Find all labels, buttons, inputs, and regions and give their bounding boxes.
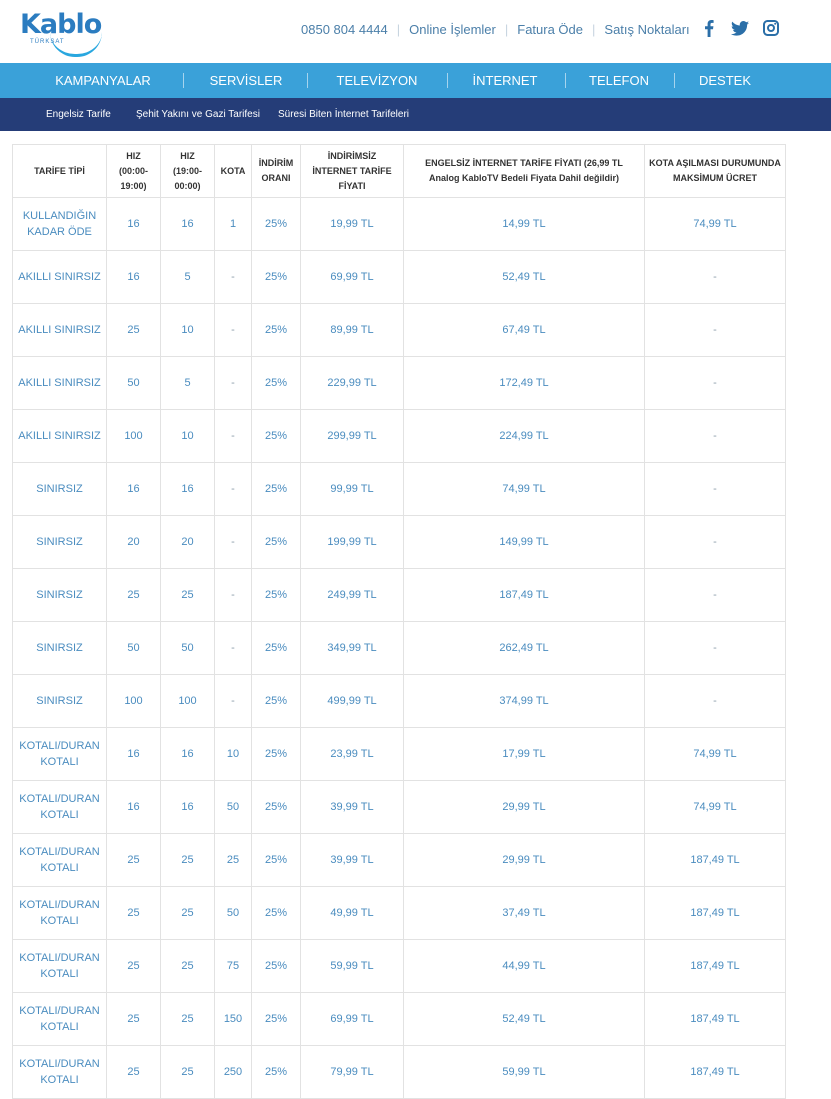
cell-tarife-tipi: KOTALI/DURAN KOTALI xyxy=(13,728,107,781)
cell-indirim: 25% xyxy=(252,887,301,940)
cell-hiz-gunduz: 100 xyxy=(107,675,161,728)
cell-indirim: 25% xyxy=(252,304,301,357)
cell-indirimsiz-fiyat: 89,99 TL xyxy=(301,304,404,357)
cell-kota-asim: 187,49 TL xyxy=(645,834,786,887)
cell-indirimsiz-fiyat: 39,99 TL xyxy=(301,781,404,834)
cell-kota-asim: - xyxy=(645,251,786,304)
header-kota: KOTA xyxy=(215,145,252,198)
cell-kota-asim: 74,99 TL xyxy=(645,728,786,781)
cell-tarife-tipi: KOTALI/DURAN KOTALI xyxy=(13,1046,107,1099)
cell-indirim: 25% xyxy=(252,516,301,569)
cell-hiz-gunduz: 25 xyxy=(107,940,161,993)
nav-televizyon[interactable]: TELEVİZYON xyxy=(336,73,418,88)
cell-indirim: 25% xyxy=(252,410,301,463)
logo-wordmark: Kablo xyxy=(20,9,102,40)
cell-kota: 150 xyxy=(215,993,252,1046)
cell-kota: - xyxy=(215,675,252,728)
subnav-engelsiz-tarife[interactable]: Engelsiz Tarife xyxy=(46,109,111,120)
cell-tarife-tipi: KOTALI/DURAN KOTALI xyxy=(13,993,107,1046)
main-nav xyxy=(0,63,831,98)
instagram-icon[interactable] xyxy=(762,19,780,37)
header-hiz-gece: HIZ (19:00-00:00) xyxy=(161,145,215,198)
cell-hiz-gece: 100 xyxy=(161,675,215,728)
cell-hiz-gece: 16 xyxy=(161,728,215,781)
facebook-icon[interactable] xyxy=(700,19,718,37)
cell-kota-asim: - xyxy=(645,410,786,463)
nav-kampanyalar[interactable]: KAMPANYALAR xyxy=(55,73,151,88)
cell-kota-asim: 187,49 TL xyxy=(645,1046,786,1099)
cell-tarife-tipi: KULLANDIĞIN KADAR ÖDE xyxy=(13,198,107,251)
header-kota-asim-ucret: KOTA AŞILMASI DURUMUNDA MAKSİMUM ÜCRET xyxy=(645,145,786,198)
cell-tarife-tipi: SINIRSIZ xyxy=(13,516,107,569)
logo-subtext: TÜRKSAT xyxy=(30,39,65,45)
cell-engelsiz-fiyat: 29,99 TL xyxy=(404,834,645,887)
cell-indirim: 25% xyxy=(252,834,301,887)
header-engelsiz-fiyat xyxy=(404,145,645,198)
cell-indirimsiz-fiyat: 249,99 TL xyxy=(301,569,404,622)
cell-kota: - xyxy=(215,622,252,675)
cell-hiz-gunduz: 16 xyxy=(107,198,161,251)
cell-hiz-gunduz: 50 xyxy=(107,622,161,675)
cell-engelsiz-fiyat: 37,49 TL xyxy=(404,887,645,940)
cell-indirim: 25% xyxy=(252,251,301,304)
cell-indirimsiz-fiyat: 199,99 TL xyxy=(301,516,404,569)
cell-indirim: 25% xyxy=(252,675,301,728)
cell-indirimsiz-fiyat: 69,99 TL xyxy=(301,993,404,1046)
cell-hiz-gunduz: 100 xyxy=(107,410,161,463)
cell-hiz-gunduz: 50 xyxy=(107,357,161,410)
table-row xyxy=(13,728,786,781)
table-row xyxy=(13,993,786,1046)
table-row xyxy=(13,410,786,463)
divider: | xyxy=(396,22,401,37)
cell-hiz-gunduz: 25 xyxy=(107,887,161,940)
header-engelsiz-line2: Analog KabloTV Bedeli Fiyata Dahil değildir) xyxy=(428,173,620,183)
cell-hiz-gunduz: 16 xyxy=(107,463,161,516)
cell-tarife-tipi: SINIRSIZ xyxy=(13,622,107,675)
cell-hiz-gece: 16 xyxy=(161,781,215,834)
cell-kota: 75 xyxy=(215,940,252,993)
cell-kota-asim: 74,99 TL xyxy=(645,198,786,251)
cell-hiz-gece: 25 xyxy=(161,940,215,993)
cell-engelsiz-fiyat: 14,99 TL xyxy=(404,198,645,251)
fatura-ode-link[interactable]: Fatura Öde xyxy=(517,22,584,37)
cell-indirim: 25% xyxy=(252,940,301,993)
kablo-logo[interactable] xyxy=(20,10,102,52)
cell-tarife-tipi: AKILLI SINIRSIZ xyxy=(13,251,107,304)
cell-kota: 50 xyxy=(215,781,252,834)
header-indirimsiz-fiyat: İNDİRİMSİZ İNTERNET TARİFE FİYATI xyxy=(301,145,404,198)
nav-divider xyxy=(565,73,566,88)
cell-hiz-gece: 5 xyxy=(161,357,215,410)
cell-hiz-gece: 50 xyxy=(161,622,215,675)
cell-kota: - xyxy=(215,304,252,357)
cell-hiz-gunduz: 25 xyxy=(107,569,161,622)
cell-kota-asim: - xyxy=(645,516,786,569)
satis-noktalari-link[interactable]: Satış Noktaları xyxy=(604,22,690,37)
cell-hiz-gunduz: 25 xyxy=(107,993,161,1046)
subnav-suresi-biten[interactable]: Süresi Biten İnternet Tarifeleri xyxy=(278,109,409,120)
cell-kota: - xyxy=(215,516,252,569)
cell-engelsiz-fiyat: 74,99 TL xyxy=(404,463,645,516)
cell-tarife-tipi: KOTALI/DURAN KOTALI xyxy=(13,887,107,940)
cell-engelsiz-fiyat: 67,49 TL xyxy=(404,304,645,357)
cell-kota: - xyxy=(215,410,252,463)
cell-kota: - xyxy=(215,463,252,516)
cell-engelsiz-fiyat: 29,99 TL xyxy=(404,781,645,834)
cell-indirimsiz-fiyat: 349,99 TL xyxy=(301,622,404,675)
site-header xyxy=(0,0,831,63)
cell-hiz-gece: 25 xyxy=(161,1046,215,1099)
header-engelsiz-line1: ENGELSİZ İNTERNET TARİFE FİYATI (26,99 TL xyxy=(425,158,623,168)
nav-servisler[interactable]: SERVİSLER xyxy=(209,73,283,88)
cell-tarife-tipi: KOTALI/DURAN KOTALI xyxy=(13,940,107,993)
online-islemler-link[interactable]: Online İşlemler xyxy=(409,22,496,37)
cell-kota: 10 xyxy=(215,728,252,781)
nav-telefon[interactable]: TELEFON xyxy=(589,73,649,88)
nav-divider xyxy=(447,73,448,88)
cell-engelsiz-fiyat: 17,99 TL xyxy=(404,728,645,781)
cell-hiz-gece: 25 xyxy=(161,887,215,940)
table-row xyxy=(13,675,786,728)
cell-engelsiz-fiyat: 149,99 TL xyxy=(404,516,645,569)
cell-tarife-tipi: SINIRSIZ xyxy=(13,463,107,516)
nav-internet[interactable]: İNTERNET xyxy=(472,73,538,88)
cell-indirim: 25% xyxy=(252,993,301,1046)
cell-indirimsiz-fiyat: 229,99 TL xyxy=(301,357,404,410)
table-row xyxy=(13,357,786,410)
cell-indirim: 25% xyxy=(252,1046,301,1099)
top-links xyxy=(301,22,690,37)
cell-tarife-tipi: AKILLI SINIRSIZ xyxy=(13,304,107,357)
cell-indirimsiz-fiyat: 499,99 TL xyxy=(301,675,404,728)
social-links xyxy=(700,19,780,37)
cell-kota-asim: - xyxy=(645,622,786,675)
table-row xyxy=(13,516,786,569)
cell-indirimsiz-fiyat: 69,99 TL xyxy=(301,251,404,304)
cell-kota: - xyxy=(215,251,252,304)
cell-engelsiz-fiyat: 172,49 TL xyxy=(404,357,645,410)
cell-hiz-gunduz: 16 xyxy=(107,728,161,781)
cell-engelsiz-fiyat: 224,99 TL xyxy=(404,410,645,463)
table-row xyxy=(13,198,786,251)
subnav-sehit-yakini-gazi[interactable]: Şehit Yakını ve Gazi Tarifesi xyxy=(136,109,260,120)
cell-engelsiz-fiyat: 44,99 TL xyxy=(404,940,645,993)
tariff-table xyxy=(12,144,786,1099)
cell-indirimsiz-fiyat: 49,99 TL xyxy=(301,887,404,940)
header-indirim-orani: İNDİRİM ORANI xyxy=(252,145,301,198)
cell-kota: 1 xyxy=(215,198,252,251)
cell-hiz-gece: 16 xyxy=(161,198,215,251)
cell-engelsiz-fiyat: 52,49 TL xyxy=(404,993,645,1046)
cell-hiz-gunduz: 25 xyxy=(107,834,161,887)
cell-hiz-gece: 25 xyxy=(161,834,215,887)
cell-kota-asim: - xyxy=(645,569,786,622)
cell-kota-asim: - xyxy=(645,357,786,410)
cell-kota-asim: 187,49 TL xyxy=(645,887,786,940)
nav-divider xyxy=(183,73,184,88)
cell-kota: - xyxy=(215,569,252,622)
cell-indirim: 25% xyxy=(252,569,301,622)
cell-indirimsiz-fiyat: 59,99 TL xyxy=(301,940,404,993)
table-body xyxy=(13,198,786,1099)
nav-divider xyxy=(674,73,675,88)
table-row xyxy=(13,463,786,516)
header-tarife-tipi: TARİFE TİPİ xyxy=(13,145,107,198)
cell-indirim: 25% xyxy=(252,781,301,834)
table-row xyxy=(13,940,786,993)
cell-kota-asim: 187,49 TL xyxy=(645,993,786,1046)
cell-hiz-gece: 16 xyxy=(161,463,215,516)
phone-link[interactable]: 0850 804 4444 xyxy=(301,22,388,37)
cell-kota: 50 xyxy=(215,887,252,940)
table-row xyxy=(13,887,786,940)
cell-indirim: 25% xyxy=(252,198,301,251)
cell-tarife-tipi: AKILLI SINIRSIZ xyxy=(13,410,107,463)
cell-indirimsiz-fiyat: 39,99 TL xyxy=(301,834,404,887)
tariff-table-container xyxy=(12,144,785,1086)
sub-nav xyxy=(0,98,831,131)
table-row xyxy=(13,569,786,622)
cell-indirim: 25% xyxy=(252,728,301,781)
cell-indirimsiz-fiyat: 23,99 TL xyxy=(301,728,404,781)
table-header-row xyxy=(13,145,786,198)
header-hiz-gunduz: HIZ (00:00-19:00) xyxy=(107,145,161,198)
cell-kota: - xyxy=(215,357,252,410)
cell-hiz-gece: 10 xyxy=(161,304,215,357)
divider: | xyxy=(504,22,509,37)
cell-hiz-gunduz: 16 xyxy=(107,781,161,834)
nav-divider xyxy=(307,73,308,88)
table-row xyxy=(13,1046,786,1099)
cell-kota: 25 xyxy=(215,834,252,887)
cell-engelsiz-fiyat: 262,49 TL xyxy=(404,622,645,675)
cell-hiz-gunduz: 25 xyxy=(107,304,161,357)
cell-kota: 250 xyxy=(215,1046,252,1099)
table-row xyxy=(13,834,786,887)
divider: | xyxy=(592,22,596,37)
cell-hiz-gece: 25 xyxy=(161,993,215,1046)
cell-engelsiz-fiyat: 187,49 TL xyxy=(404,569,645,622)
cell-tarife-tipi: KOTALI/DURAN KOTALI xyxy=(13,834,107,887)
cell-hiz-gunduz: 20 xyxy=(107,516,161,569)
cell-indirim: 25% xyxy=(252,463,301,516)
cell-kota-asim: - xyxy=(645,463,786,516)
cell-hiz-gunduz: 25 xyxy=(107,1046,161,1099)
cell-engelsiz-fiyat: 374,99 TL xyxy=(404,675,645,728)
cell-hiz-gece: 10 xyxy=(161,410,215,463)
cell-indirimsiz-fiyat: 79,99 TL xyxy=(301,1046,404,1099)
cell-hiz-gece: 5 xyxy=(161,251,215,304)
table-row xyxy=(13,622,786,675)
cell-hiz-gece: 25 xyxy=(161,569,215,622)
cell-kota-asim: - xyxy=(645,304,786,357)
cell-kota-asim: - xyxy=(645,675,786,728)
cell-indirim: 25% xyxy=(252,357,301,410)
table-row xyxy=(13,781,786,834)
table-row xyxy=(13,251,786,304)
cell-tarife-tipi: SINIRSIZ xyxy=(13,675,107,728)
twitter-icon[interactable] xyxy=(731,19,749,37)
cell-kota-asim: 74,99 TL xyxy=(645,781,786,834)
cell-indirim: 25% xyxy=(252,622,301,675)
cell-kota-asim: 187,49 TL xyxy=(645,940,786,993)
table-row xyxy=(13,304,786,357)
cell-engelsiz-fiyat: 52,49 TL xyxy=(404,251,645,304)
cell-indirimsiz-fiyat: 99,99 TL xyxy=(301,463,404,516)
cell-indirimsiz-fiyat: 19,99 TL xyxy=(301,198,404,251)
cell-hiz-gece: 20 xyxy=(161,516,215,569)
cell-tarife-tipi: SINIRSIZ xyxy=(13,569,107,622)
cell-indirimsiz-fiyat: 299,99 TL xyxy=(301,410,404,463)
cell-tarife-tipi: AKILLI SINIRSIZ xyxy=(13,357,107,410)
cell-hiz-gunduz: 16 xyxy=(107,251,161,304)
cell-engelsiz-fiyat: 59,99 TL xyxy=(404,1046,645,1099)
nav-destek[interactable]: DESTEK xyxy=(698,73,752,88)
cell-tarife-tipi: KOTALI/DURAN KOTALI xyxy=(13,781,107,834)
